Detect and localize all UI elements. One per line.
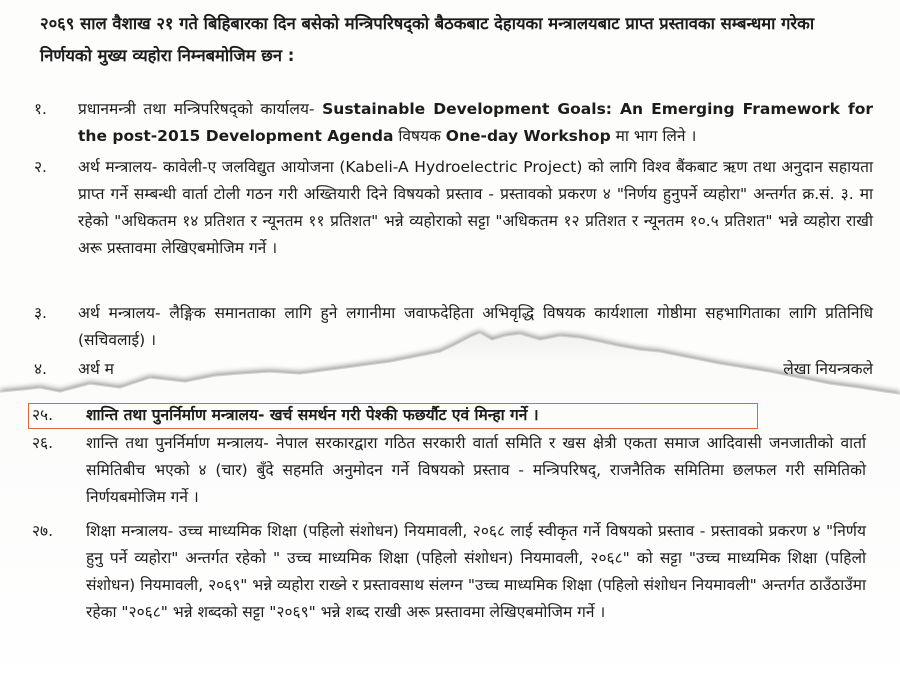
item-text: अर्थ मन्त्रालय- लैङ्गिक समानताका लागि हुने लगानीमा जवाफदेहिता अभिवृद्धि विषयक कार्यशाला गोष्ठीमा सहभागिताका लागि प्रतिनिधि (सचिवलाई) । [78,304,873,349]
item-text: शान्ति तथा पुनर्निर्माण मन्त्रालय- खर्च समर्थन गरी पेश्की फछर्यौट एवं मिन्हा गर्ने । [86,406,539,424]
document-intro: २०६९ साल वैशाख २१ गते बिहिबारका दिन बसेको मन्त्रिपरिषद्को बैठकबाट देहायका मन्त्रालयबाट प्राप्त प्रस्तावका सम्बन्धमा गरेका निर्णयको मुख्य व्यहोरा निम्नबमोजिम छन : [40,14,815,65]
decision-item-26 [32,430,866,511]
item-number: ४. [34,360,47,378]
item-suffix: मा भाग लिने । [610,127,697,145]
item-number: २७. [32,522,54,540]
item-text: शिक्षा मन्त्रालय- उच्च माध्यमिक शिक्षा (पहिलो संशोधन) नियमावली, २०६८ लाई स्वीकृत गर्ने विषयको प्रस्ताव - प्रस्तावको प्रकरण ४ "निर्णय हुनु पर्ने व्यहोरा" अन्तर्गत रहेको " उच्च माध्यमिक शिक्षा (पहिलो संशोधन) नियमावली, २०६८" को सट्टा "उच्च माध्यमिक शिक्षा (पहिलो संशोधन) नियमावली, २०६९" भन्ने व्यहोरा राख्ने र प्रस्तावसाथ संलग्न "उच्च माध्यमिक शिक्षा (पहिलो संशोधन नियमावली" अन्तर्गत ठाउँठाउँमा रहेका "२०६८" भन्ने शब्दको सट्टा "२०६९" भन्ने शब्द राखी अरू प्रस्तावमा लेखिएबमोजिम गर्ने । [86,522,866,621]
decision-item-27 [32,518,866,626]
workshop-title: Sustainable Development Goals: An Emerging Framework for the post-2015 Development Agenda [78,100,873,145]
item-number: १. [34,100,47,118]
item-number: २५. [32,406,54,424]
item-text: अर्थ म [78,360,114,378]
workshop-type: One-day Workshop [445,127,611,145]
item-text: अर्थ मन्त्रालय- कावेली-ए जलविद्युत आयोजना (Kabeli-A Hydroelectric Project) को लागि विश्व बैंकबाट ऋण तथा अनुदान सहायता प्राप्त गर्ने सम्बन्धी वार्ता टोली गठन गरी अख्तियारी दिने विषयको प्रस्ताव - प्रस्तावको प्रकरण ४ "निर्णय हुनुपर्ने व्यहोरा" अन्तर्गत क्र.सं. ३. मा रहेको "अधिकतम १४ प्रतिशत र न्यूनतम ११ प्रतिशत" भन्ने व्यहोराको सट्टा "अधिकतम १२ प्रतिशत र न्यूनतम १०.५ प्रतिशत" भन्ने व्यहोरा राखी अरू प्रस्तावमा लेखिएबमोजिम गर्ने । [78,158,873,257]
decision-item-25 [32,402,866,429]
item-number: २६. [32,434,54,452]
item-mid: विषयक [393,127,446,145]
item-text: शान्ति तथा पुनर्निर्माण मन्त्रालय- नेपाल सरकारद्वारा गठित सरकारी वार्ता समिति र खस क्षेत्री एकता समाज आदिवासी जनजातीको वार्ता समितिबीच भएको ४ (चार) बुँदे सहमति अनुमोदन गर्ने विषयको प्रस्ताव - मन्त्रिपरिषद्, राजनैतिक समितिमा छलफल गरी समितिको निर्णयबमोजिम गर्ने । [86,434,866,506]
item-number: ३. [34,304,47,322]
torn-edge [0,333,900,700]
item-4-tail: लेखा नियन्त्रकले [783,360,873,378]
item-prefix: प्रधानमन्त्री तथा मन्त्रिपरिषद्को कार्यालय- [78,100,323,118]
item-number: २. [34,158,47,176]
